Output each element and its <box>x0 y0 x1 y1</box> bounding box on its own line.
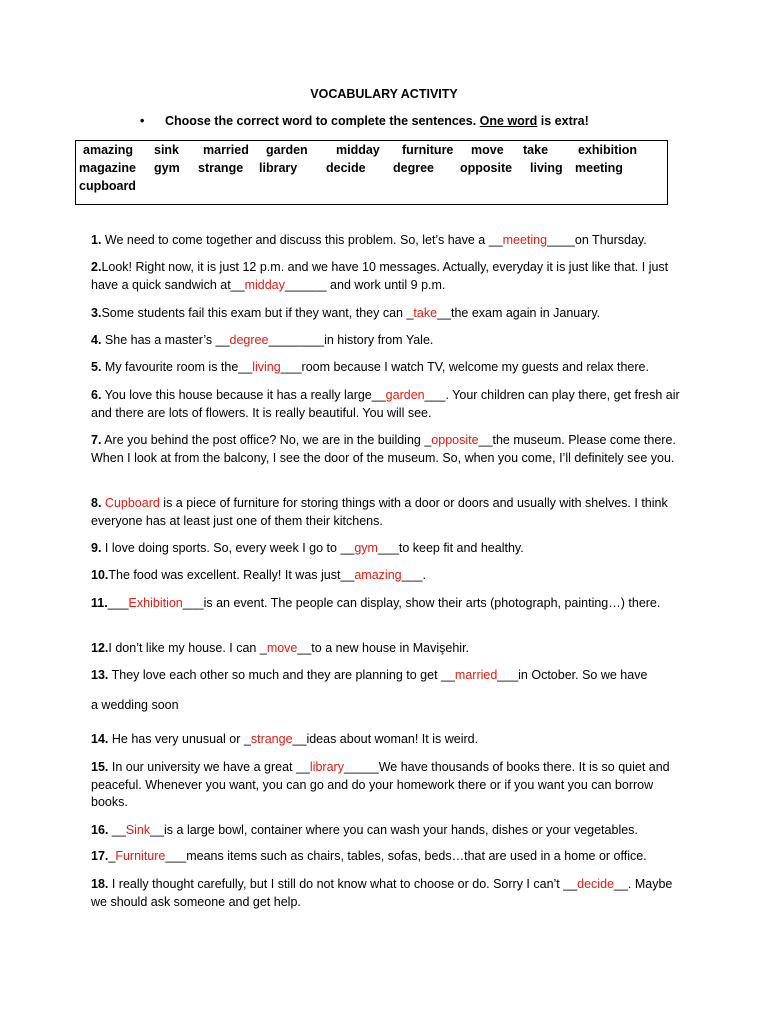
answer-word: Exhibition <box>128 596 183 610</box>
question-item <box>91 259 681 294</box>
question-item <box>91 305 681 323</box>
instruction-text: Choose the correct word to complete the sentences. <box>165 114 480 128</box>
question-item <box>91 876 681 911</box>
question-text: ___. <box>401 568 426 582</box>
question-item <box>91 595 681 613</box>
question-text: ____on Thursday. <box>547 233 647 247</box>
question-item <box>91 495 681 530</box>
question-text: We need to come together and discuss this problem. So, let’s have a __ <box>101 233 503 247</box>
question-text: ___room because I watch TV, welcome my guests and relax there. <box>280 360 649 374</box>
question-text: She has a master’s __ <box>101 333 230 347</box>
question-item <box>91 697 681 715</box>
answer-word: take <box>413 306 438 320</box>
question-text: Are you behind the post office? No, we are in the building _ <box>101 433 432 447</box>
answer-word: decide <box>577 877 614 891</box>
question-text: __the museum. Please come there. When I look at from the balcony, I see the door of the museum. So, when you come, I’ll definitely see you. <box>91 433 676 465</box>
answer-word: garden <box>385 388 425 402</box>
answer-word: degree <box>229 333 269 347</box>
answer-word: living <box>252 360 281 374</box>
question-text: a wedding soon <box>91 698 179 712</box>
question-item <box>91 332 681 350</box>
instruction <box>140 114 589 128</box>
word-bank-item: library <box>259 161 298 175</box>
question-number: 16. <box>91 823 109 837</box>
question-text: _____We have thousands of books there. It is so quiet and peaceful. Whenever you want, you can go and do your homework there or if you want you can borrow books. <box>91 760 670 809</box>
question-text: ___in October. So we have <box>497 668 648 682</box>
question-text: __. Maybe we should ask someone and get help. <box>91 877 673 909</box>
answer-word: Cupboard <box>104 496 160 510</box>
question-text: You love this house because it has a really large__ <box>101 388 386 402</box>
word-bank-item: decide <box>326 161 366 175</box>
question-item <box>91 667 681 685</box>
word-bank-item: take <box>523 143 549 157</box>
question-item <box>91 359 681 377</box>
word-bank-item: amazing <box>83 143 134 157</box>
question-number: 14. <box>91 732 109 746</box>
question-item <box>91 822 681 840</box>
word-bank-item: furniture <box>402 143 454 157</box>
question-text: ______ and work until 9 p.m. <box>284 277 446 292</box>
question-number: 17. <box>91 849 109 863</box>
question-item <box>91 387 681 422</box>
word-bank-item: midday <box>336 143 380 157</box>
question-text: __is a large bowl, container where you can wash your hands, dishes or your vegetables. <box>150 823 638 837</box>
question-number: 15. <box>91 760 109 774</box>
question-number: 1. <box>91 233 102 247</box>
question-text: is a piece of furniture for storing things with a door or doors and usually with shelves. I think everyone has at least just one of them their kitchens. <box>91 496 668 528</box>
instruction-tail: is extra! <box>537 114 589 128</box>
question-text: Some students fail this exam but if they want, they can _ <box>101 306 414 320</box>
question-number: 12. <box>91 641 109 655</box>
answer-word: Sink <box>125 823 151 837</box>
question-item <box>91 567 681 585</box>
question-text: The food was excellent. Really! It was just__ <box>108 568 355 582</box>
question-item <box>91 848 681 866</box>
word-bank-item: garden <box>266 143 308 157</box>
question-text: __to a new house in Mavişehir. <box>297 641 470 655</box>
word-bank-item: move <box>471 143 504 157</box>
question-text: __the exam again in January. <box>437 306 601 320</box>
question-number: 9. <box>91 541 102 555</box>
word-bank-item: meeting <box>575 161 623 175</box>
question-item <box>91 731 681 749</box>
question-text: _ <box>108 849 116 863</box>
question-text: ________in history from Yale. <box>268 333 434 347</box>
question-text: ___. Your children can play there, get fresh air and there are lots of flowers. It is really beautiful. You will see. <box>91 388 680 420</box>
page-title: VOCABULARY ACTIVITY <box>310 87 458 101</box>
question-number: 6. <box>91 388 102 402</box>
answer-word: strange <box>250 732 293 746</box>
question-number: 10. <box>91 568 109 582</box>
answer-word: midday <box>244 277 285 292</box>
question-text: ___ <box>107 596 129 610</box>
question-item <box>91 540 681 558</box>
instruction-underlined: One word <box>479 114 538 128</box>
question-number: 18. <box>91 877 109 891</box>
word-bank-item: exhibition <box>578 143 638 157</box>
bullet-icon: • <box>140 114 145 128</box>
question-text: ___to keep fit and healthy. <box>377 541 524 555</box>
answer-word: move <box>266 641 298 655</box>
word-bank-item: living <box>530 161 563 175</box>
answer-word: meeting <box>502 233 548 247</box>
answer-word: gym <box>354 541 378 555</box>
question-text: He has very unusual or _ <box>108 732 251 746</box>
question-number: 13. <box>91 668 109 682</box>
word-bank-item: sink <box>154 143 180 157</box>
word-bank-item: cupboard <box>79 179 136 193</box>
question-item <box>91 432 681 467</box>
question-text: They love each other so much and they are planning to get __ <box>108 668 455 682</box>
question-item <box>91 640 681 658</box>
word-bank-item: degree <box>393 161 434 175</box>
answer-word: married <box>454 668 498 682</box>
question-number: 2. <box>91 260 102 274</box>
answer-word: Furniture <box>115 849 166 863</box>
question-text: __ideas about woman! It is weird. <box>292 732 479 746</box>
question-number: 7. <box>91 433 102 447</box>
question-text: I really thought carefully, but I still do not know what to choose or do. Sorry I can’t __ <box>108 877 578 891</box>
word-bank-item: opposite <box>460 161 513 175</box>
question-text: __ <box>108 823 126 837</box>
word-bank <box>75 140 668 205</box>
question-number: 4. <box>91 333 102 347</box>
question-text: In our university we have a great __ <box>108 760 310 774</box>
question-item <box>91 232 681 250</box>
answer-word: library <box>309 760 344 774</box>
word-bank-item: strange <box>198 161 244 175</box>
question-text: ___is an event. The people can display, show their arts (photograph, painting…) there. <box>182 596 661 610</box>
answer-word: amazing <box>354 568 402 582</box>
question-text: My favourite room is the__ <box>101 360 253 374</box>
question-number: 11. <box>91 596 108 610</box>
question-item <box>91 759 681 812</box>
question-text: ___means items such as chairs, tables, sofas, beds…that are used in a home or office. <box>165 849 647 863</box>
answer-word: opposite <box>431 433 479 447</box>
word-bank-item: married <box>203 143 249 157</box>
question-number: 5. <box>91 360 102 374</box>
question-text: Look! Right now, it is just 12 p.m. and we have 10 messages. Actually, everyday it is just like that. I just have a quick sandwich at__ <box>91 260 669 292</box>
question-text: I don’t like my house. I can _ <box>108 641 267 655</box>
question-number: 8. <box>91 496 102 510</box>
word-bank-item: magazine <box>79 161 136 175</box>
question-number: 3. <box>91 306 102 320</box>
question-text: I love doing sports. So, every week I go to __ <box>101 541 355 555</box>
word-bank-item: gym <box>154 161 180 175</box>
